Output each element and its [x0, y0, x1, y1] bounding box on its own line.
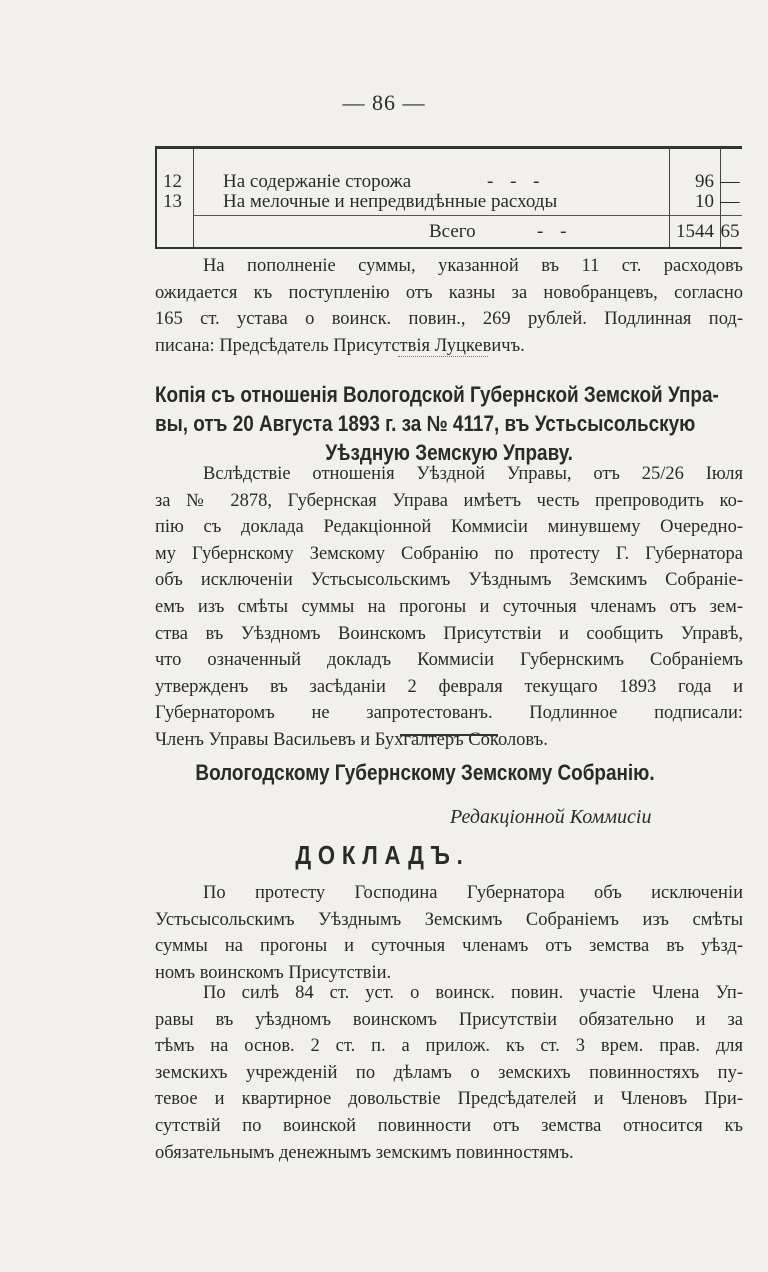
total-rubles: 1544 [676, 221, 714, 242]
text-line: за № 2878, Губернская Управа имѣетъ честь препроводить ко- [155, 490, 743, 511]
budget-table [155, 146, 742, 249]
text-line: По протесту Господина Губернатора объ исключеніи [203, 883, 743, 903]
text-line: му Губернскому Земскому Собранію по протесту Г. Губернатора [155, 543, 743, 564]
text-line: емъ изъ смѣты суммы на прогоны и суточныя членамъ отъ зем- [155, 596, 743, 617]
text-line: номъ воинскомъ Присутствіи. [155, 962, 392, 983]
total-rule [193, 215, 742, 216]
paragraph-letter [155, 461, 743, 754]
section-rule [400, 734, 498, 736]
text-line: писана: Предсѣдатель Присутствія Луцкевичъ. [155, 335, 525, 356]
text-line: По силѣ 84 ст. уст. о воинск. повин. участіе Члена Уп- [203, 983, 743, 1003]
dotted-separator [398, 356, 488, 357]
table-row [157, 171, 742, 193]
text-line: суммы на прогоны и суточныя членамъ отъ земства въ уѣзд- [155, 936, 743, 957]
total-kopecks: 65 [720, 221, 740, 242]
text-line: тевое и квартирное довольствіе Предсѣдателей и Членовъ При- [155, 1089, 743, 1110]
text-line: 165 ст. устава о воинск. повин., 269 рублей. Подлинная под- [155, 309, 743, 330]
text-line: ства въ Уѣздномъ Воинскомъ Присутствіи и сообщить Управѣ, [155, 623, 743, 644]
heading-line: Уѣздную Земскую Управу. [325, 440, 573, 465]
text-line: тѣмъ на основ. 2 ст. п. а прилож. къ ст. 3 врем. прав. для [155, 1036, 743, 1057]
paragraph-supplement [155, 253, 743, 359]
copy-heading [155, 380, 743, 467]
paragraph-report-body [155, 980, 743, 1166]
heading-line: Копія съ отношенія Вологодской Губернской Земской Упра- [155, 382, 719, 407]
text-line: Вслѣдствіе отношенія Уѣздной Управы, отъ 25/26 Іюля [203, 464, 743, 484]
text-line: утвержденъ въ засѣданіи 2 февраля текущаго 1893 года и [155, 676, 743, 697]
row-rubles: 10 [695, 191, 714, 212]
text-line: сутствій по воинской повинности отъ земства относится къ [155, 1115, 743, 1136]
text-line: пію съ доклада Редакціонной Коммисіи минувшему Очередно- [155, 517, 743, 538]
addressee-heading: Вологодскому Губернскому Земскому Собранію. [195, 760, 655, 785]
text-line: что означенный докладъ Коммисіи Губернскимъ Собраніемъ [155, 650, 743, 671]
text-line: объ исключеніи Устьсысольскимъ Уѣзднымъ Земскимъ Собраніе- [155, 570, 743, 591]
row-description: На мелочные и непредвидѣнные расходы [223, 191, 558, 212]
row-number: 12 [163, 171, 182, 192]
row-description: На содержаніе сторожа [223, 171, 412, 192]
text-line: земскихъ учрежденій по дѣламъ о земскихъ повинностяхъ пу- [155, 1062, 743, 1083]
commission-subtitle: Редакціонной Коммисіи [450, 806, 652, 828]
table-total-row [157, 221, 742, 243]
page-number: — 86 — [342, 90, 426, 115]
row-kopecks: — [720, 171, 740, 192]
row-number: 13 [163, 191, 182, 212]
row-kopecks: — [720, 191, 740, 212]
total-dashes: - - [537, 221, 573, 242]
text-line: Членъ Управы Васильевъ и Бухгалтеръ Соколовъ. [155, 729, 548, 750]
text-line: Губернаторомъ не запротестованъ. Подлинное подписали: [155, 703, 743, 724]
paragraph-report-intro [155, 880, 743, 986]
text-line: ожидается къ поступленію отъ казны за новобранцевъ, согласно [155, 282, 743, 303]
total-label: Всего [429, 221, 476, 242]
text-line: Устьсысольскимъ Уѣзднымъ Земскимъ Собраніемъ изъ смѣты [155, 909, 743, 930]
row-dashes: - - - [487, 171, 546, 192]
row-rubles: 96 [695, 171, 714, 192]
text-line: На пополненіе суммы, указанной въ 11 ст. расходовъ [203, 256, 743, 276]
report-title: ДОКЛАДЪ. [295, 840, 470, 870]
table-row [157, 191, 742, 213]
heading-line: вы, отъ 20 Августа 1893 г. за № 4117, въ Устьсысольскую [155, 411, 696, 436]
text-line: равы въ уѣздномъ воинскомъ Присутствіи обязательно и за [155, 1009, 743, 1030]
text-line: обязательнымъ денежнымъ земскимъ повинностямъ. [155, 1142, 574, 1163]
